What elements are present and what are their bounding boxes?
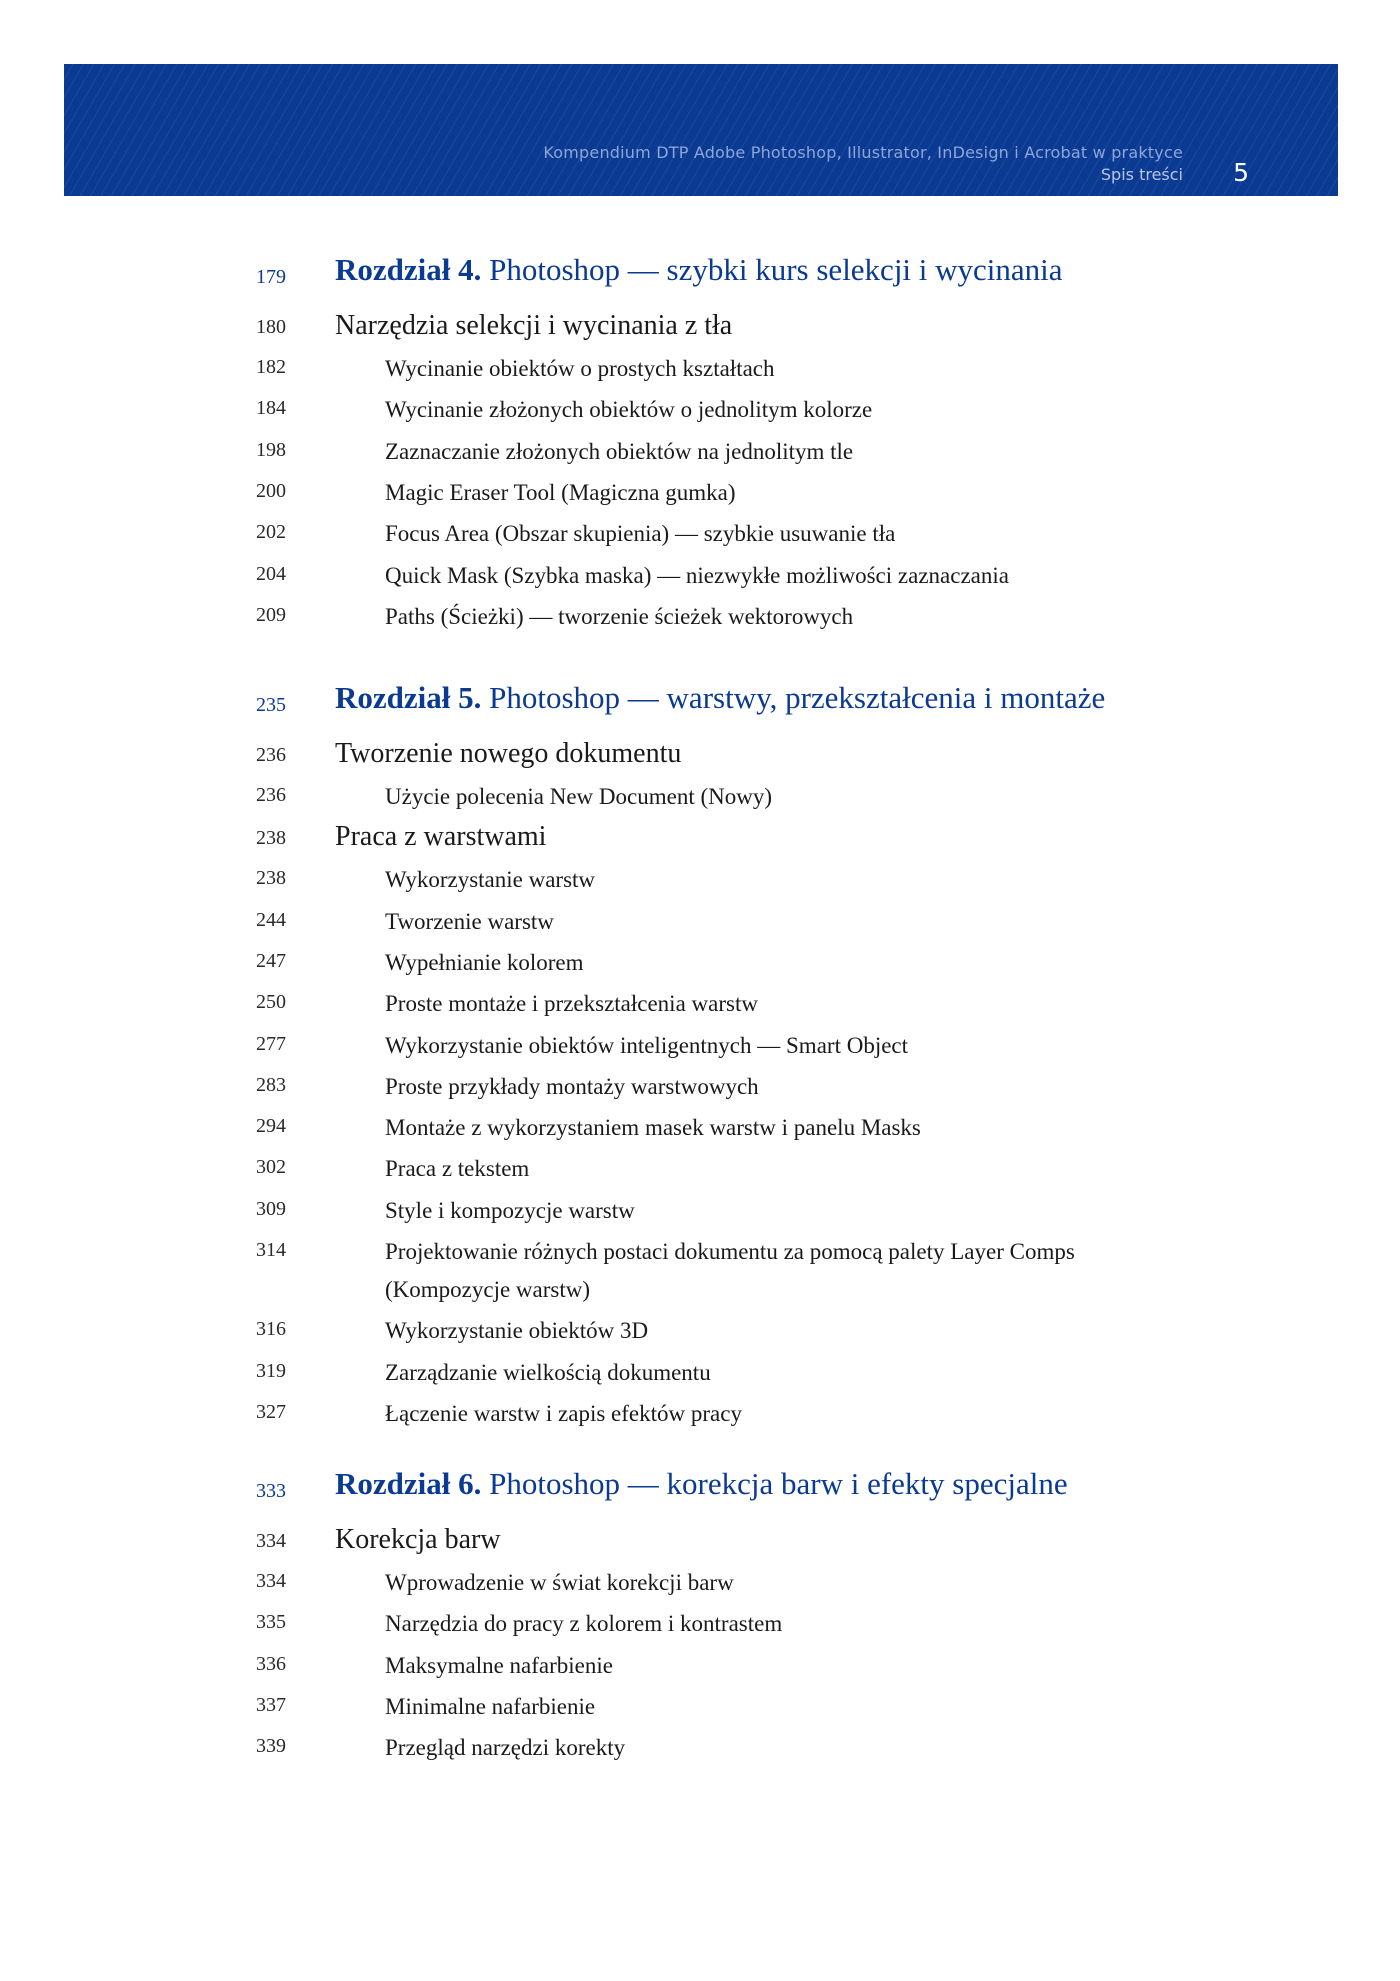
chapter-heading xyxy=(335,252,1063,288)
page-number-label: 327 xyxy=(256,1400,286,1423)
entry-title: Narzędzia do pracy z kolorem i kontrastem xyxy=(385,1611,783,1637)
page-number-label: 336 xyxy=(256,1652,286,1675)
page-number-label: 204 xyxy=(256,562,286,585)
chapter-label: Rozdział 5. xyxy=(335,680,482,715)
page-number-label: 319 xyxy=(256,1359,286,1382)
entry-title: Wycinanie obiektów o prostych kształtach xyxy=(385,356,775,381)
entry-title: Wykorzystanie obiektów inteligentnych — Smart Object xyxy=(385,1032,909,1058)
entry-title: Proste montaże i przekształcenia warstw xyxy=(385,991,758,1017)
page-number-label: 302 xyxy=(256,1156,286,1179)
entry-title: Zaznaczanie złożonych obiektów na jednolitym tle xyxy=(385,438,854,464)
entry-title: Style i kompozycje warstw xyxy=(385,1197,635,1223)
chapter-label: Rozdział 4. xyxy=(335,252,482,287)
page-number-label: 236 xyxy=(256,744,286,766)
page-number-label: 236 xyxy=(256,784,286,806)
entry-title: Wypełnianie kolorem xyxy=(385,949,584,975)
entry-title: Łączenie warstw i zapis efektów pracy xyxy=(385,1400,742,1426)
page-number-label: 334 xyxy=(256,1570,286,1592)
page-number-label: 235 xyxy=(256,694,286,716)
page-number-label: 316 xyxy=(256,1318,286,1341)
page-number-label: 333 xyxy=(256,1480,286,1502)
entry-title: Zarządzanie wielkością dokumentu xyxy=(385,1359,711,1385)
section-title: Narzędzia selekcji i wycinania z tła xyxy=(335,310,733,341)
entry-title: Wykorzystanie obiektów 3D xyxy=(385,1318,649,1344)
chapter-title: Photoshop — szybki kurs selekcji i wycinania xyxy=(481,252,1063,287)
page-number-label: 337 xyxy=(256,1693,286,1716)
entry-title: Focus Area (Obszar skupienia) — szybkie usuwanie tła xyxy=(385,521,896,547)
page-number-label: 209 xyxy=(256,603,286,626)
entry-title: Przegląd narzędzi korekty xyxy=(385,1735,626,1761)
entry-title: Paths (Ścieżki) — tworzenie ścieżek wektorowych xyxy=(385,603,854,629)
page-number-label: 277 xyxy=(256,1032,286,1055)
section-title: Praca z warstwami xyxy=(335,821,547,853)
section-title: Tworzenie nowego dokumentu xyxy=(335,738,682,769)
entry-title: Praca z tekstem xyxy=(385,1156,530,1182)
page-number-label: 314 xyxy=(256,1239,286,1261)
page-number-label: 182 xyxy=(256,356,286,378)
entry-title: Proste przykłady montaży warstwowych xyxy=(385,1073,759,1099)
entry-title: Tworzenie warstw xyxy=(385,908,554,934)
entry-title: Montaże z wykorzystaniem masek warstw i panelu Masks xyxy=(385,1115,921,1141)
entry-title: Magic Eraser Tool (Magiczna gumka) xyxy=(385,479,736,505)
page-number-label: 309 xyxy=(256,1197,286,1220)
entry-title: Quick Mask (Szybka maska) — niezwykłe możliwości zaznaczania xyxy=(385,562,1009,588)
page-number-label: 339 xyxy=(256,1735,286,1758)
entry-title: Wycinanie złożonych obiektów o jednolitym kolorze xyxy=(385,397,873,423)
book-title: Kompendium DTP Adobe Photoshop, Illustrator, InDesign i Acrobat w praktyce xyxy=(543,143,1183,162)
page-number-label: 244 xyxy=(256,908,286,931)
page-number-label: 283 xyxy=(256,1073,286,1096)
chapter-title: Photoshop — korekcja barw i efekty specjalne xyxy=(481,1466,1068,1501)
page-number-label: 238 xyxy=(256,867,286,890)
chapter-title: Photoshop — warstwy, przekształcenia i montaże xyxy=(481,680,1106,715)
page-number-label: 250 xyxy=(256,991,286,1014)
page-number-label: 202 xyxy=(256,521,286,544)
entry-title: Użycie polecenia New Document (Nowy) xyxy=(385,784,773,809)
entry-title: Projektowanie różnych postaci dokumentu za pomocą palety Layer Comps (Kompozycje warstw) xyxy=(385,1239,1075,1302)
chapter-heading xyxy=(335,680,1105,716)
entry-title: Wprowadzenie w świat korekcji barw xyxy=(385,1570,734,1595)
entry-title: Wykorzystanie warstw xyxy=(385,867,596,893)
page-number-label: 200 xyxy=(256,479,286,502)
entry-title: Maksymalne nafarbienie xyxy=(385,1652,613,1678)
section-title: Spis treści xyxy=(1100,165,1183,184)
page-number: 5 xyxy=(1233,158,1249,187)
header-band xyxy=(64,64,1338,196)
page-number-label: 294 xyxy=(256,1115,286,1138)
chapter-label: Rozdział 6. xyxy=(335,1466,482,1501)
chapter-heading xyxy=(335,1466,1068,1502)
section-title: Korekcja barw xyxy=(335,1524,501,1555)
page-number-label: 180 xyxy=(256,316,286,338)
page-number-label: 334 xyxy=(256,1530,286,1552)
page-number-label: 179 xyxy=(256,266,286,288)
entry-title: Minimalne nafarbienie xyxy=(385,1693,596,1719)
page-number-label: 238 xyxy=(256,827,286,850)
page-number-label: 335 xyxy=(256,1611,286,1634)
page-number-label: 198 xyxy=(256,438,286,461)
page-number-label: 247 xyxy=(256,949,286,972)
page-number-label: 184 xyxy=(256,397,286,420)
